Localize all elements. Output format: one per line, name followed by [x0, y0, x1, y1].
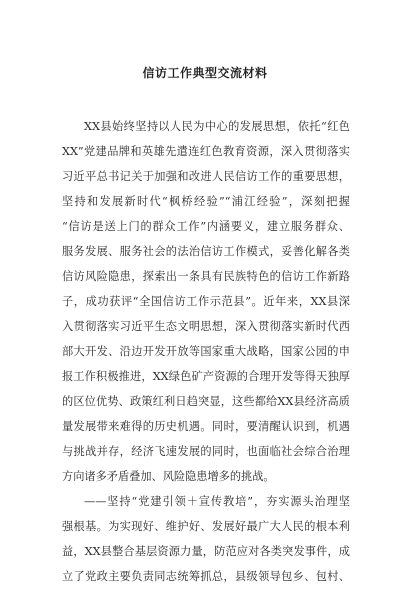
- body-line: 子，成功获评“全国信访工作示范县”。近年来，XX县深: [62, 295, 350, 308]
- body-line: 坚持和发展新时代“枫桥经验”“浦江经验”，深刻把握: [62, 195, 350, 208]
- body-line: ——坚持“党建引领＋宣传教培”，夯实源头治理坚: [84, 495, 350, 508]
- body-line: 立了党政主要负责同志统筹抓总，县级领导包乡、包村、: [62, 570, 350, 583]
- body-line: XX”党建品牌和英雄先遣连红色教育资源，深入贯彻落实: [62, 145, 350, 158]
- body-line: 与挑战并存，经济飞速发展的同时，也面临社会综合治理: [62, 445, 350, 458]
- document-body: [62, 114, 350, 589]
- body-line: 信访风险隐患，探索出一条具有民族特色的信访工作新路: [62, 270, 350, 283]
- body-line: “信访是送上门的群众工作”内涵要义，建立服务群众、: [62, 220, 350, 233]
- body-line: 入贯彻落实习近平生态文明思想，深入贯彻落实新时代西: [62, 320, 350, 333]
- body-line: 报工作积极推进，XX绿色矿产资源的合理开发等得天独厚: [62, 370, 350, 383]
- body-line: 服务发展、服务社会的法治信访工作模式，妥善化解各类: [62, 245, 350, 258]
- body-line: 习近平总书记关于加强和改进人民信访工作的重要思想，: [62, 170, 350, 183]
- body-line: 强根基。为实现好、维护好、发展好最广大人民的根本利: [62, 520, 350, 533]
- body-line: 部大开发、沿边开发开放等国家重大战略，国家公园的申: [62, 345, 350, 358]
- document-title: 信访工作典型交流材料: [142, 66, 268, 80]
- body-line: 的区位优势、政策红利日趋突显，这些都给XX县经济高质: [62, 395, 350, 408]
- body-line: XX县始终坚持以人民为中心的发展思想，依托“红色: [84, 120, 350, 133]
- body-line: 量发展带来难得的历史机遇。同时，要清醒认识到，机遇: [62, 420, 350, 433]
- body-line: 益，XX县整合基层资源力量，防范应对各类突发事件，成: [62, 545, 350, 558]
- body-line: 方向诸多矛盾叠加、风险隐患增多的挑战。: [62, 470, 275, 483]
